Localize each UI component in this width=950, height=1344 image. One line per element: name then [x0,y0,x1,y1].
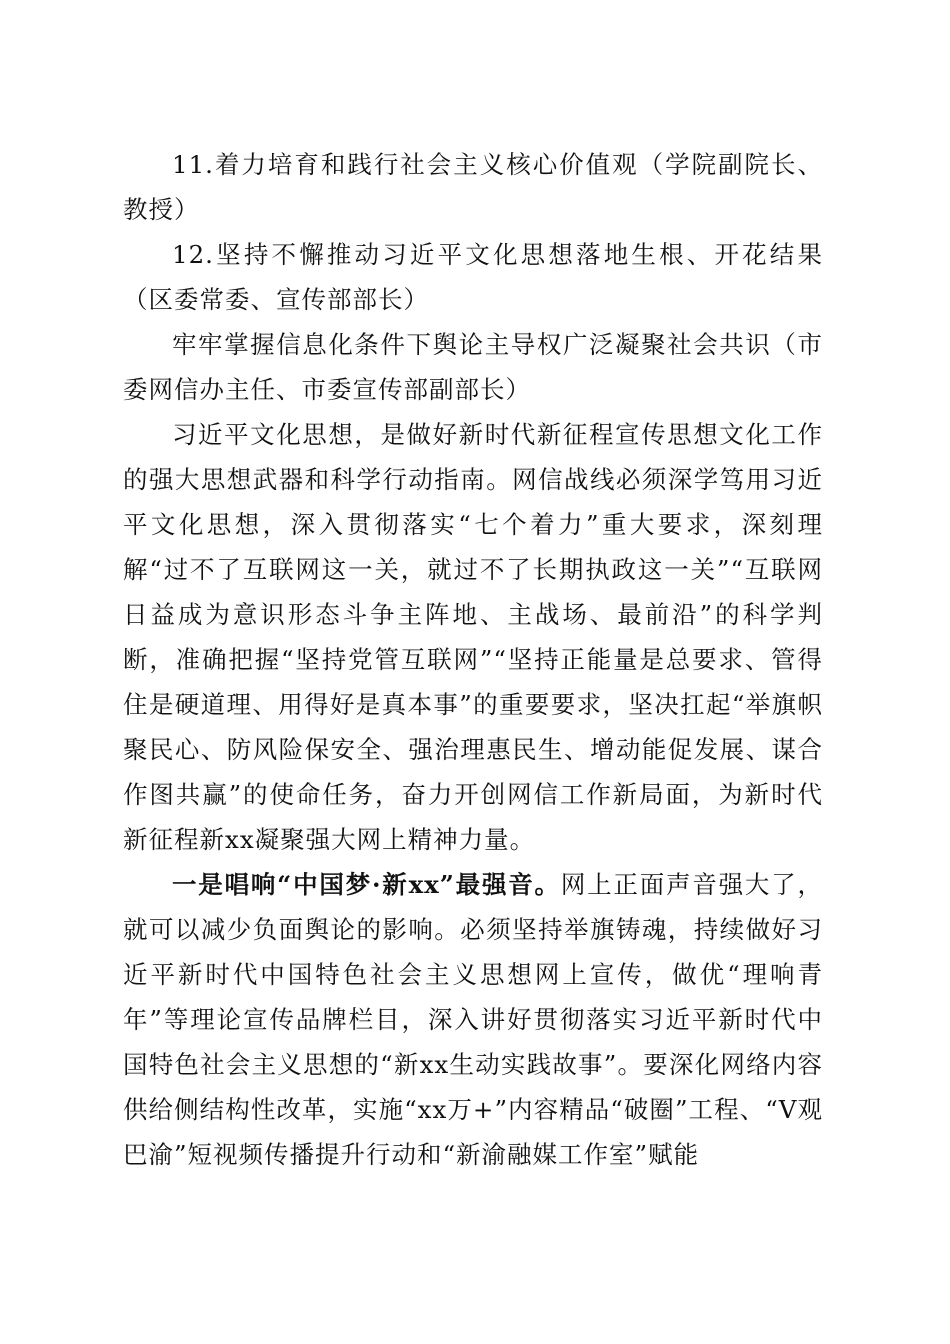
paragraph-item-12: 12.坚持不懈推动习近平文化思想落地生根、开花结果（区委常委、宣传部部长） [123,240,823,314]
speech-title: 牢牢掌握信息化条件下舆论主导权广泛凝聚社会共识（市委网信办主任、市委宣传部副部长） [123,330,823,404]
paragraph-item-11: 11.着力培育和践行社会主义核心价值观（学院副院长、教授） [123,150,823,224]
body-paragraph-1: 习近平文化思想，是做好新时代新征程宣传思想文化工作的强大思想武器和科学行动指南。网信战线必须深学笃用习近平文化思想，深入贯彻落实“七个着力”重大要求，深刻理解“过不了互联网这一关，就过不了长期执政这一关”“互联网日益成为意识形态斗争主阵地、主战场、最前沿”的科学判断，准确把握“坚持党管互联网”“坚持正能量是总要求、管得住是硬道理、用得好是真本事”的重要要求，坚决扛起“举旗帜聚民心、防风险保安全、强治理惠民生、增动能促发展、谋合作图共赢”的使命任务，奋力开创网信工作新局面，为新时代新征程新xx凝聚强大网上精神力量。 [123,420,823,854]
body-paragraph-2 [123,862,823,1177]
paragraph-body-text: 网上正面声音强大了，就可以减少负面舆论的影响。必须坚持举旗铸魂，持续做好习近平新时代中国特色社会主义思想网上宣传，做优“理响青年”等理论宣传品牌栏目，深入讲好贯彻落实习近平新时代中国特色社会主义思想的“新xx生动实践故事”。要深化网络内容供给侧结构性改革，实施“xx万+”内容精品“破圈”工程、“V观巴渝”短视频传播提升行动和“新渝融媒工作室”赋能 [123,870,823,1169]
document-page [123,142,823,1177]
paragraph-lead-heading: 一是唱响“中国梦·新xx”最强音。 [172,870,561,899]
